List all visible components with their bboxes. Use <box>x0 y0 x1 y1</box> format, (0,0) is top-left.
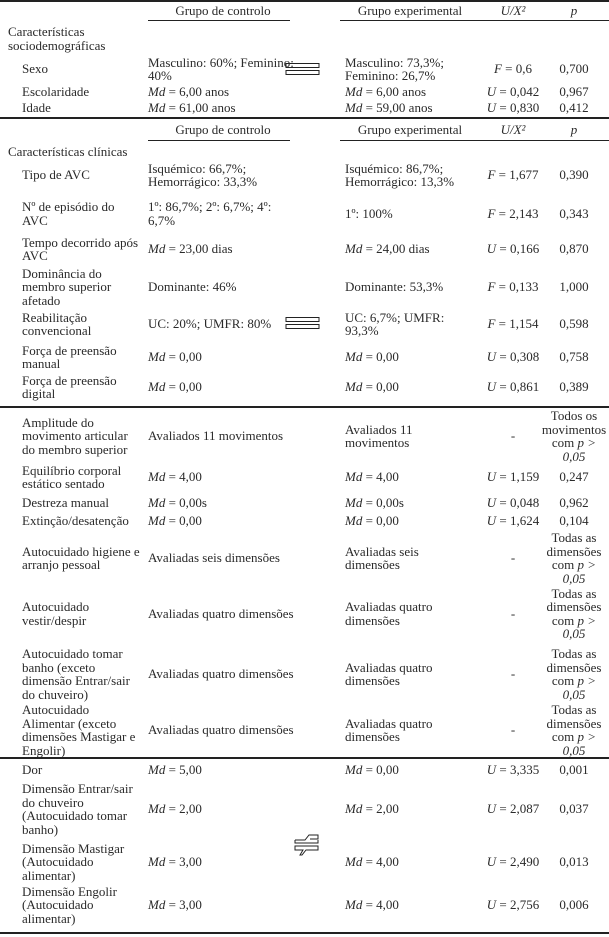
experimental-value-text: 1º: 100% <box>345 205 393 221</box>
control-value-text: Md = 0,00 <box>148 512 202 528</box>
test-statistic-text: F = 2,143 <box>487 205 539 221</box>
row-label-text: Tempo decorrido após AVC <box>22 234 139 263</box>
test-statistic-text: U = 0,048 <box>486 494 540 510</box>
experimental-value <box>345 342 475 372</box>
control-value <box>148 55 298 83</box>
test-statistic-text: - <box>510 605 516 621</box>
control-value <box>148 342 298 372</box>
experimental-value <box>345 585 475 642</box>
control-value-text: Md = 2,00 <box>148 801 202 817</box>
p-value <box>540 703 608 757</box>
experimental-value-text: Md = 59,00 anos <box>345 99 433 115</box>
row-label <box>22 884 142 926</box>
control-value-text: Md = 23,00 dias <box>148 241 233 257</box>
test-statistic-text: F = 0,133 <box>487 279 539 295</box>
control-value-text: Masculino: 60%; Feminino: 40% <box>148 54 294 83</box>
test-statistic <box>478 307 548 341</box>
p-value-text: 0,598 <box>559 316 589 332</box>
p-value <box>540 195 608 232</box>
p-value-text: 0,037 <box>559 801 589 817</box>
experimental-value <box>345 530 475 586</box>
p-value <box>540 158 608 192</box>
p-value-text: 0,001 <box>559 761 589 777</box>
test-statistic <box>478 778 548 840</box>
experimental-value-text: UC: 6,7%; UMFR: 93,3% <box>345 309 445 338</box>
row-label <box>22 530 142 586</box>
header-stat: U/X² <box>500 3 526 18</box>
experimental-value-text: Md = 4,00 <box>345 469 399 485</box>
control-value-text: Avaliados 11 movimentos <box>148 428 284 444</box>
control-value <box>148 233 298 265</box>
test-statistic-text: - <box>510 666 516 682</box>
experimental-value <box>345 513 475 528</box>
row-label-text: Autocuidado tomar banho (exceto dimensão Entrar/sair do chuveiro) <box>22 646 130 702</box>
test-statistic <box>478 372 548 402</box>
test-statistic-text: U = 1,159 <box>486 469 540 485</box>
test-statistic-text: U = 1,624 <box>486 512 540 528</box>
p-value-text: 0,870 <box>559 241 589 257</box>
p-value-text: 0,700 <box>559 61 589 77</box>
experimental-value-text: Md = 0,00 <box>345 349 399 365</box>
experimental-value-text: Dominante: 53,3% <box>345 279 444 295</box>
control-value <box>148 84 298 99</box>
experimental-value <box>345 372 475 402</box>
p-value-text: Todas as dimensões com p > 0,05 <box>546 646 602 702</box>
test-statistic <box>478 585 548 642</box>
experimental-value-text: Avaliados 11 movimentos <box>345 421 413 450</box>
p-value-text: 0,758 <box>559 349 589 365</box>
p-value-text: 0,389 <box>559 379 589 395</box>
row-label-text: Amplitude do movimento articular do membro superior <box>22 414 128 457</box>
control-value-text: Md = 3,00 <box>148 854 202 870</box>
row-label-text: Força de preensão manual <box>22 342 117 371</box>
row-label-text: Tipo de AVC <box>22 167 90 183</box>
experimental-value <box>345 84 475 99</box>
p-value-text: 0,247 <box>559 469 589 485</box>
section-rule <box>0 757 609 759</box>
p-value-text: Todos os movimentos com p > 0,05 <box>541 408 607 464</box>
experimental-value-text: Md = 24,00 dias <box>345 241 430 257</box>
experimental-value <box>345 55 475 83</box>
header-underline <box>340 20 609 21</box>
test-statistic <box>478 513 548 528</box>
row-label-text: Autocuidado vestir/despir <box>22 599 90 628</box>
p-value <box>540 778 608 840</box>
experimental-value-text: Md = 4,00 <box>345 854 399 870</box>
row-label <box>22 585 142 642</box>
row-label <box>22 55 142 83</box>
experimental-value <box>345 778 475 840</box>
section-rule <box>0 117 609 119</box>
p-value <box>540 55 608 83</box>
p-value <box>540 530 608 586</box>
control-value-text: Avaliadas quatro dimensões <box>148 666 294 682</box>
p-value <box>540 233 608 265</box>
control-value-text: Avaliadas seis dimensões <box>148 550 280 566</box>
test-statistic-text: F = 0,6 <box>493 61 533 77</box>
experimental-value <box>345 100 475 115</box>
p-value-text: Todas as dimensões com p > 0,05 <box>546 585 602 641</box>
experimental-value-text: Md = 6,00 anos <box>345 83 427 99</box>
p-value <box>540 462 608 492</box>
control-value-text: 1º: 86,7%; 2º: 6,7%; 4º: 6,7% <box>148 199 272 228</box>
row-label <box>22 265 142 308</box>
p-value <box>540 268 608 306</box>
row-label-text: Força de preensão digital <box>22 372 117 401</box>
p-value-text: 1,000 <box>559 279 589 295</box>
row-label-text: Nº de episódio do AVC <box>22 199 115 228</box>
test-statistic <box>478 268 548 306</box>
header-experimental: Grupo experimental <box>357 3 463 18</box>
row-label <box>22 762 142 777</box>
control-value <box>148 410 298 462</box>
experimental-value <box>345 703 475 757</box>
row-label <box>22 158 142 192</box>
control-value <box>148 100 298 115</box>
control-value-text: Avaliadas quatro dimensões <box>148 605 294 621</box>
experimental-value-text: Isquémico: 86,7%; Hemorrágico: 13,3% <box>345 160 455 189</box>
experimental-value <box>345 268 475 306</box>
experimental-value <box>345 307 475 341</box>
row-label-text: Extinção/desatenção <box>22 512 129 528</box>
test-statistic-text: F = 1,154 <box>487 316 539 332</box>
row-label <box>22 703 142 757</box>
row-label <box>22 233 142 265</box>
test-statistic-text: U = 0,042 <box>486 83 540 99</box>
test-statistic-text: - <box>510 428 516 444</box>
header-stat: U/X² <box>500 122 526 137</box>
section-clinical: Características clínicas <box>8 144 128 159</box>
control-value <box>148 307 298 341</box>
p-value <box>540 410 608 462</box>
p-value <box>540 372 608 402</box>
control-value-text: Avaliadas quatro dimensões <box>148 722 294 738</box>
experimental-value-text: Md = 0,00 <box>345 512 399 528</box>
p-value <box>540 100 608 115</box>
row-label-text: Escolaridade <box>22 83 90 99</box>
p-value-text: 0,412 <box>559 99 589 115</box>
top-rule <box>0 0 609 2</box>
row-label <box>22 307 142 341</box>
control-value <box>148 372 298 402</box>
row-label-text: Dor <box>22 761 43 777</box>
row-label-text: Autocuidado Alimentar (exceto dimensões Mastigar e Engolir) <box>22 702 136 758</box>
test-statistic <box>478 884 548 926</box>
experimental-value <box>345 462 475 492</box>
p-value-text: 0,343 <box>559 205 589 221</box>
row-label-text: Autocuidado higiene e arranjo pessoal <box>22 543 140 572</box>
experimental-value-text: Avaliadas seis dimensões <box>345 543 419 572</box>
p-value-text: 0,006 <box>559 897 589 913</box>
header-underline <box>148 140 290 141</box>
p-value <box>540 84 608 99</box>
control-value <box>148 158 298 192</box>
test-statistic <box>478 762 548 777</box>
section-sociodemographic: Características sociodemográficas <box>8 24 106 53</box>
control-value <box>148 643 298 705</box>
control-value <box>148 513 298 528</box>
experimental-value-text: Md = 0,00 <box>345 379 399 395</box>
row-label-text: Dominância do membro superior afetado <box>22 265 112 308</box>
row-label <box>22 372 142 402</box>
experimental-value <box>345 195 475 232</box>
row-label <box>22 778 142 840</box>
control-value-text: Md = 6,00 anos <box>148 83 230 99</box>
p-value <box>540 513 608 528</box>
header-p: p <box>570 3 578 18</box>
control-value-text: Md = 0,00 <box>148 379 202 395</box>
control-value <box>148 268 298 306</box>
row-label <box>22 84 142 99</box>
p-value <box>540 643 608 705</box>
p-value <box>540 842 608 882</box>
header-experimental: Grupo experimental <box>357 122 463 137</box>
row-label-text: Destreza manual <box>22 494 109 510</box>
p-value <box>540 495 608 510</box>
experimental-value <box>345 410 475 462</box>
p-value <box>540 585 608 642</box>
test-statistic-text: - <box>510 550 516 566</box>
row-label <box>22 342 142 372</box>
header-control: Grupo de controlo <box>175 3 271 18</box>
experimental-value-text: Masculino: 73,3%; Feminino: 26,7% <box>345 54 444 83</box>
control-value <box>148 703 298 757</box>
p-value <box>540 884 608 926</box>
experimental-value <box>345 643 475 705</box>
header-underline <box>148 20 290 21</box>
control-value <box>148 585 298 642</box>
test-statistic-text: F = 1,677 <box>487 167 539 183</box>
control-value-text: Md = 0,00s <box>148 494 207 510</box>
test-statistic <box>478 55 548 83</box>
section-rule <box>0 406 609 408</box>
row-label <box>22 462 142 492</box>
experimental-value <box>345 762 475 777</box>
test-statistic-text: - <box>510 722 516 738</box>
test-statistic-text: U = 2,087 <box>486 801 540 817</box>
control-value <box>148 762 298 777</box>
p-value-text: 0,390 <box>559 167 589 183</box>
control-value <box>148 778 298 840</box>
header-p: p <box>570 122 578 137</box>
test-statistic <box>478 410 548 462</box>
control-value-text: Md = 4,00 <box>148 469 202 485</box>
experimental-value-text: Avaliadas quatro dimensões <box>345 715 433 744</box>
row-label <box>22 100 142 115</box>
experimental-value-text: Avaliadas quatro dimensões <box>345 659 433 688</box>
experimental-value-text: Md = 2,00 <box>345 801 399 817</box>
p-value <box>540 762 608 777</box>
test-statistic <box>478 842 548 882</box>
row-label <box>22 513 142 528</box>
p-value-text: 0,967 <box>559 83 589 99</box>
control-value <box>148 530 298 586</box>
test-statistic-text: U = 2,490 <box>486 854 540 870</box>
control-value-text: Md = 5,00 <box>148 761 202 777</box>
p-value-text: 0,104 <box>559 512 589 528</box>
control-value <box>148 462 298 492</box>
row-label <box>22 495 142 510</box>
row-label-text: Sexo <box>22 61 48 77</box>
control-value <box>148 495 298 510</box>
row-label <box>22 410 142 462</box>
control-value-text: Md = 0,00 <box>148 349 202 365</box>
row-label <box>22 643 142 705</box>
test-statistic-text: U = 2,756 <box>486 897 540 913</box>
test-statistic-text: U = 0,308 <box>486 349 540 365</box>
experimental-value <box>345 495 475 510</box>
experimental-value <box>345 884 475 926</box>
test-statistic <box>478 84 548 99</box>
p-value-text: 0,013 <box>559 854 589 870</box>
header-control: Grupo de controlo <box>175 122 271 137</box>
control-value-text: Dominante: 46% <box>148 279 237 295</box>
experimental-value <box>345 842 475 882</box>
test-statistic <box>478 233 548 265</box>
row-label-text: Dimensão Entrar/sair do chuveiro (Autocuidado tomar banho) <box>22 781 133 837</box>
p-value-text: Todas as dimensões com p > 0,05 <box>546 530 602 586</box>
test-statistic-text: U = 0,830 <box>486 99 540 115</box>
test-statistic <box>478 703 548 757</box>
experimental-value-text: Md = 0,00 <box>345 761 399 777</box>
test-statistic-text: U = 0,861 <box>486 379 540 395</box>
control-value-text: UC: 20%; UMFR: 80% <box>148 316 272 332</box>
test-statistic-text: U = 0,166 <box>486 241 540 257</box>
row-label <box>22 195 142 232</box>
test-statistic <box>478 643 548 705</box>
test-statistic <box>478 158 548 192</box>
control-value-text: Isquémico: 66,7%; Hemorrágico: 33,3% <box>148 160 258 189</box>
row-label-text: Dimensão Engolir (Autocuidado alimentar) <box>22 883 117 926</box>
test-statistic <box>478 195 548 232</box>
test-statistic <box>478 100 548 115</box>
header-underline <box>340 140 609 141</box>
p-value-text: Todas as dimensões com p > 0,05 <box>546 702 602 758</box>
p-value-text: 0,962 <box>559 494 589 510</box>
test-statistic <box>478 495 548 510</box>
experimental-value-text: Md = 4,00 <box>345 897 399 913</box>
test-statistic <box>478 462 548 492</box>
experimental-value <box>345 158 475 192</box>
row-label-text: Idade <box>22 99 51 115</box>
experimental-value-text: Avaliadas quatro dimensões <box>345 599 433 628</box>
control-value <box>148 884 298 926</box>
row-label-text: Reabilitação convencional <box>22 309 92 338</box>
test-statistic <box>478 530 548 586</box>
row-label-text: Equilíbrio corporal estático sentado <box>22 462 122 491</box>
control-value <box>148 195 298 232</box>
p-value <box>540 307 608 341</box>
control-value <box>148 842 298 882</box>
row-label-text: Dimensão Mastigar (Autocuidado alimentar) <box>22 840 125 883</box>
experimental-value <box>345 233 475 265</box>
bottom-rule <box>0 932 609 934</box>
control-value-text: Md = 3,00 <box>148 897 202 913</box>
test-statistic <box>478 342 548 372</box>
test-statistic-text: U = 3,335 <box>486 761 540 777</box>
p-value <box>540 342 608 372</box>
experimental-value-text: Md = 0,00s <box>345 494 404 510</box>
row-label <box>22 842 142 882</box>
control-value-text: Md = 61,00 anos <box>148 99 236 115</box>
